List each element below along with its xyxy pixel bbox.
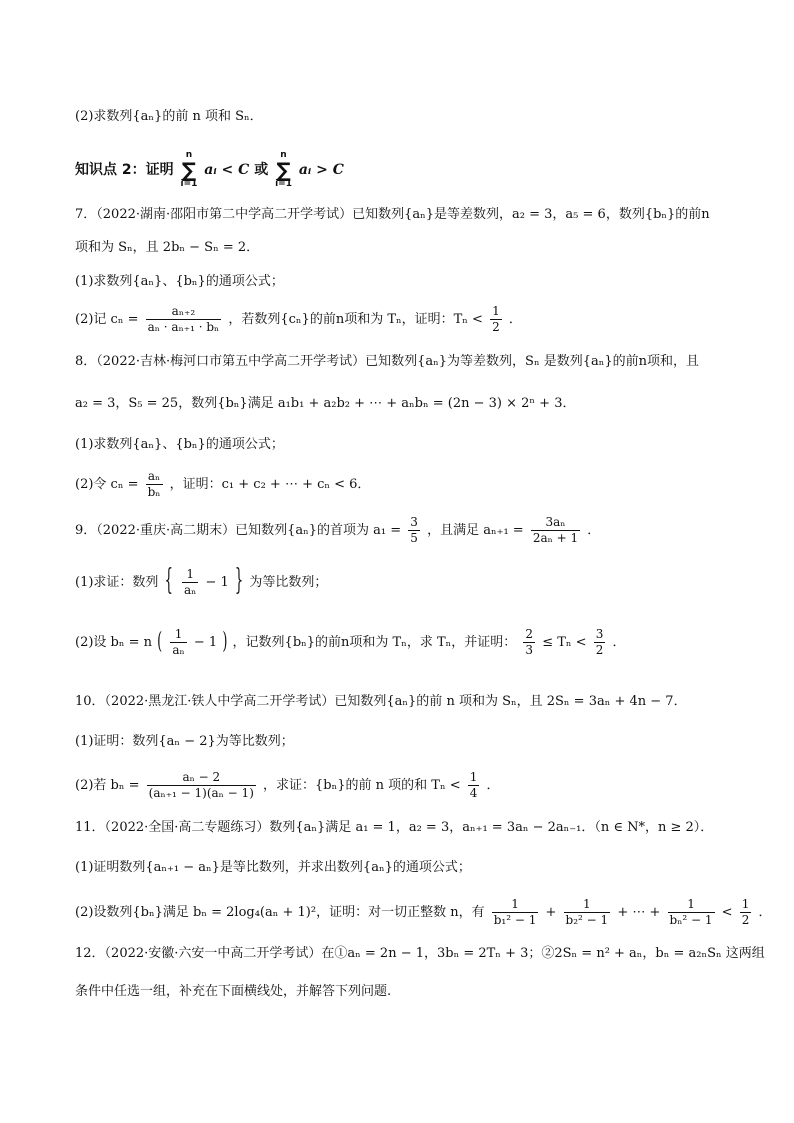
q11-part2: (2)设数列{bₙ}满足 bₙ = 2log₄(aₙ + 1)²，证明：对一切正整数 n，有 $\frac{1}{\text{b₁² − 1}}$ + $\frac{1}{\text{b₂² − 1}}$ + ⋯ + $\frac{1}{\text{bₙ² − 1}}$ < $\frac{1}{2}$ ．	[75, 897, 772, 927]
q9-part2: (2)设 bₙ = n ( $\frac{1}{\text{aₙ}}$ − 1 ) ，记数列{bₙ}的前n项和为 Tₙ，求 Tₙ，并证明： $\frac{2}{3}$ ≤ Tₙ < $\frac{3}{2}$ ．	[75, 627, 626, 657]
q9-part2-end: ．	[612, 635, 626, 650]
q7-cn-numerator: aₙ₊₂	[146, 304, 222, 320]
q11-term1-numerator: 1	[492, 897, 539, 913]
sum-symbol-1: n ∑ i=1	[180, 150, 198, 189]
section-heading	[75, 150, 734, 189]
q10-part2-mid: ，求证：{bₙ}的前 n 项的和 Tₙ <	[263, 778, 461, 793]
q9-part2-minus: − 1	[193, 635, 218, 650]
q8-part2-prefix: (2)令 cₙ =	[75, 477, 139, 492]
section-title-prefix: 知识点 2：证明	[75, 162, 174, 178]
q11-term2-denominator: b₂² − 1	[565, 913, 609, 927]
q9-part1: (1)求证：数列 { $\frac{1}{\text{aₙ}}$ − 1 } 为等比数列；	[75, 565, 328, 599]
q7-line1: 7．（2022·湖南·邵阳市第二中学高二开学考试）已知数列{aₙ}是等差数列，a₂ = 3，a₅ = 6，数列{bₙ}的前n	[75, 207, 710, 222]
q8-line2: a₂ = 3，S₅ = 25，数列{bₙ}满足 a₁b₁ + a₂b₂ + ⋯ + aₙbₙ = (2n − 3) × 2ⁿ + 3．	[75, 396, 576, 411]
sum-top-1: n	[185, 150, 193, 160]
q9-part1-numerator: 1	[182, 567, 198, 583]
q11-term1-denominator: b₁² − 1	[493, 913, 537, 927]
q11-term2-numerator: 1	[564, 897, 611, 913]
q10-quarter-fraction	[468, 770, 480, 801]
q9-part2-rel: ≤ Tₙ <	[542, 635, 587, 650]
q9-recursion-denominator: 2aₙ + 1	[532, 531, 579, 545]
q9-prefix: 9．（2022·重庆·高二期末）已知数列{aₙ}的首项为 a₁ =	[75, 523, 402, 538]
q12-line1: 12．（2022·安徽·六安一中高二开学考试）在①aₙ = 2n − 1，3bₙ = 2Tₙ + 3；②2Sₙ = n² + aₙ，bₙ = a₂ₙSₙ 这两组	[75, 946, 765, 961]
q11-termn-numerator: 1	[668, 897, 715, 913]
q10-bn-fraction	[147, 770, 256, 801]
q8-part2	[75, 467, 734, 503]
q10-part1: (1)证明：数列{aₙ − 2}为等比数列；	[75, 734, 294, 749]
q10-line1: 10．（2022·黑龙江·铁人中学高二开学考试）已知数列{aₙ}的前 n 项和为 Sₙ，且 2Sₙ = 3aₙ + 4n − 7．	[75, 694, 687, 709]
q9-end: ．	[587, 523, 601, 538]
q8-cn-fraction	[146, 469, 163, 500]
q9-part1-fraction	[182, 567, 198, 598]
q11-termn-denominator: bₙ² − 1	[669, 913, 713, 927]
q9-a1-numerator: 3	[410, 515, 418, 529]
q11-rel: <	[721, 905, 733, 920]
q9-part2-numerator: 1	[170, 627, 186, 643]
q7-half-fraction	[490, 304, 502, 335]
q9-lower-numerator: 2	[525, 627, 534, 641]
q8-cn-denominator: bₙ	[147, 485, 161, 499]
q10-part2-prefix: (2)若 bₙ =	[75, 778, 140, 793]
q9-part1-prefix: (1)求证：数列	[75, 575, 159, 590]
q11-termn	[668, 897, 715, 928]
q8-line1: 8．（2022·吉林·梅河口市第五中学高二开学考试）已知数列{aₙ}为等差数列，Sₙ 是数列{aₙ}的前n项和，且	[75, 354, 699, 369]
q10-bn-denominator: (aₙ₊₁ − 1)(aₙ − 1)	[148, 786, 254, 800]
q11-dots: + ⋯ +	[617, 905, 661, 920]
q9-recursion-numerator: 3aₙ	[531, 515, 580, 531]
sum-bottom-2: i=1	[275, 179, 292, 189]
q9-part1-denominator: aₙ	[183, 583, 197, 597]
q9-lower-denominator: 3	[525, 643, 534, 657]
q9-part1-minus: − 1	[205, 575, 229, 590]
q10-bn-numerator: aₙ − 2	[147, 770, 256, 786]
q9-part1-end: 为等比数列；	[249, 575, 328, 590]
q7-part2-end: ．	[508, 312, 522, 327]
q7-part2-mid: ，若数列{cₙ}的前n项和为 Tₙ，证明：Tₙ <	[228, 312, 483, 327]
sum-top-2: n	[280, 150, 287, 160]
q7-part2-prefix: (2)记 cₙ =	[75, 312, 139, 327]
q11-part1: (1)证明数列{aₙ₊₁ − aₙ}是等比数列，并求出数列{aₙ}的通项公式；	[75, 860, 471, 875]
q7-half-denominator: 2	[492, 320, 500, 334]
section-expr-1: aᵢ < C	[204, 162, 250, 178]
section-title-mid: 或	[254, 162, 269, 178]
q11-line1: 11．（2022·全国·高二专题练习）数列{aₙ}满足 a₁ = 1，a₂ = 3，aₙ₊₁ = 3aₙ − 2aₙ₋₁．（n ∈ N*，n ≥ 2）．	[75, 820, 714, 835]
q9-upper-numerator: 3	[595, 627, 604, 641]
q10-part2-end: ．	[486, 778, 500, 793]
q7-line2: 项和为 Sₙ，且 2bₙ − Sₙ = 2．	[75, 240, 260, 255]
q7-part2	[75, 302, 734, 338]
q12-line2: 条件中任选一组，补充在下面横线处，并解答下列问题.	[75, 984, 392, 999]
q9-recursion-fraction	[531, 515, 580, 546]
q9-a1-fraction	[408, 515, 420, 546]
q9-mid: ，且满足 aₙ₊₁ =	[427, 523, 524, 538]
sum-symbol-2: n ∑ i=1	[275, 150, 292, 189]
q10-quarter-denominator: 4	[469, 786, 478, 800]
q10-part2	[75, 766, 734, 806]
q7-cn-denominator: aₙ · aₙ₊₁ · bₙ	[147, 320, 220, 334]
q8-part2-end: ，证明：c₁ + c₂ + ⋯ + cₙ < 6．	[169, 477, 371, 492]
q9-lower-bound	[523, 627, 535, 658]
q11-half	[740, 897, 752, 928]
q9-part2-denominator: aₙ	[172, 643, 185, 657]
q11-half-numerator: 1	[741, 897, 750, 911]
sum-bottom-1: i=1	[180, 179, 198, 189]
q7-cn-fraction	[146, 304, 222, 335]
q11-term2	[564, 897, 611, 928]
q9-part2-prefix: (2)设 bₙ = n	[75, 635, 153, 650]
section-expr-2: aᵢ > C	[298, 162, 344, 178]
q9-line1	[75, 513, 734, 549]
q9-part2-mid: ，记数列{bₙ}的前n项和为 Tₙ，求 Tₙ，并证明：	[232, 635, 517, 650]
q9-a1-denominator: 5	[410, 531, 418, 545]
q8-cn-numerator: aₙ	[146, 469, 163, 485]
q9-upper-denominator: 2	[595, 643, 604, 657]
q11-end: ．	[758, 905, 772, 920]
q11-half-denominator: 2	[741, 913, 750, 927]
q11-part2-prefix: (2)设数列{bₙ}满足 bₙ = 2log₄(aₙ + 1)²，证明：对一切正整数 n，有	[75, 905, 485, 920]
q7-part1: (1)求数列{aₙ}、{bₙ}的通项公式；	[75, 274, 284, 289]
q9-upper-bound	[594, 627, 606, 658]
q7-half-numerator: 1	[492, 304, 500, 318]
q6-part2: (2)求数列{aₙ}的前 n 项和 Sₙ．	[75, 109, 263, 124]
q11-term1	[492, 897, 539, 928]
q9-part2-fraction	[170, 627, 186, 658]
q10-quarter-numerator: 1	[469, 770, 478, 784]
q8-part1: (1)求数列{aₙ}、{bₙ}的通项公式；	[75, 437, 284, 452]
